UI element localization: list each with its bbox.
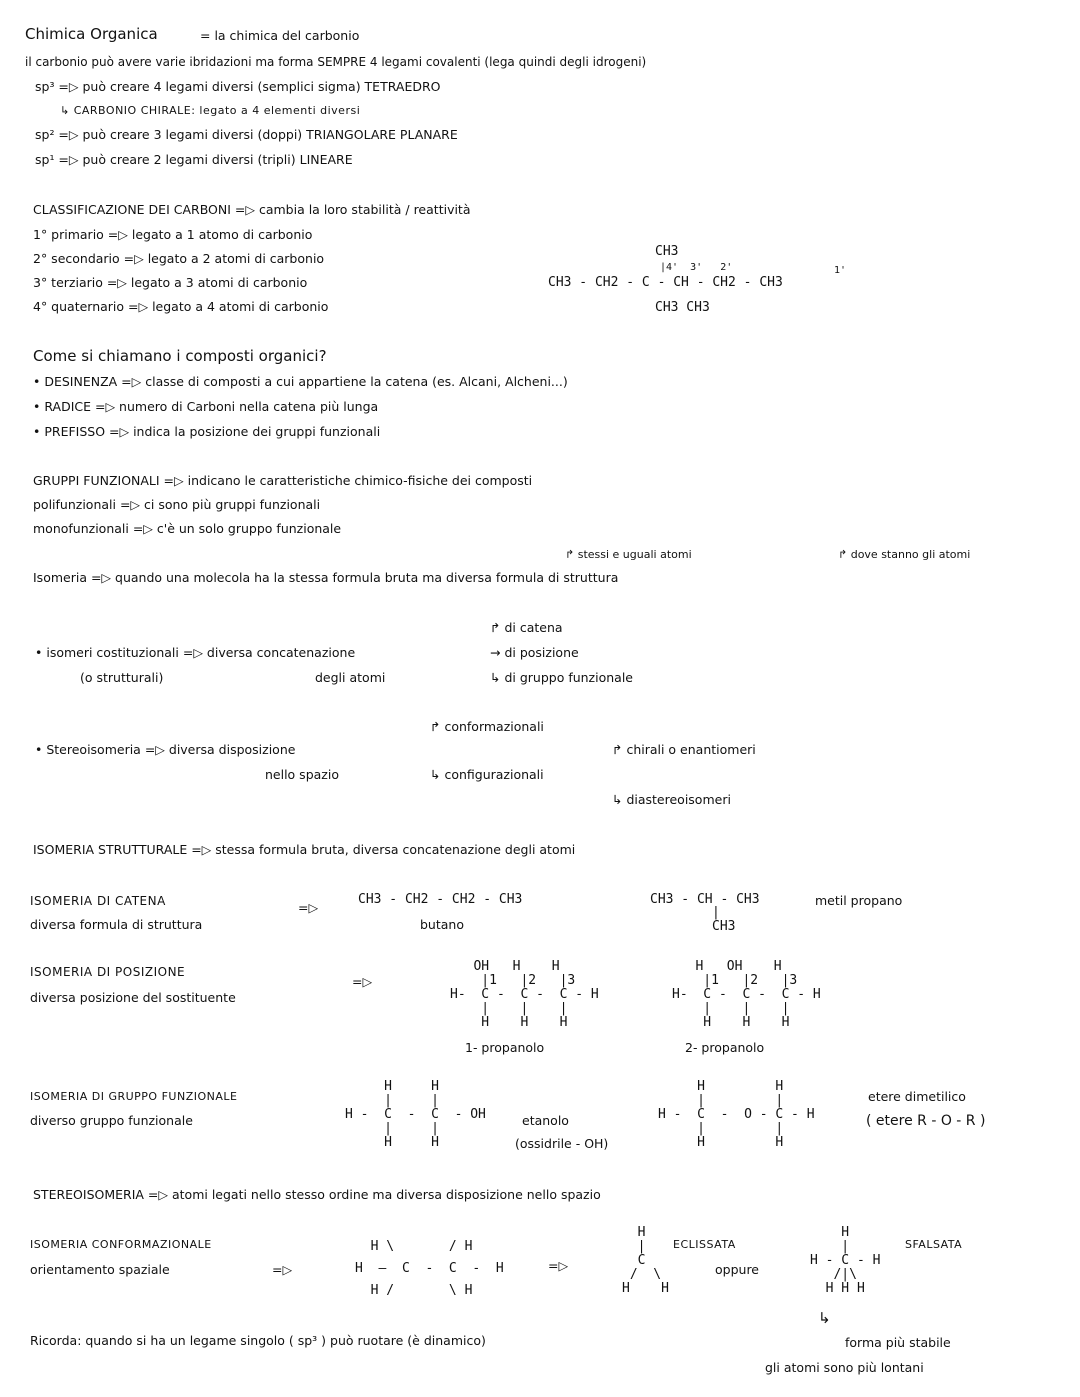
- arrow: =▷: [298, 900, 319, 915]
- ethane-structure: H \ / H H — C - C - H H / \ H: [355, 1239, 504, 1298]
- naming-item: • DESINENZA =▷ classe di composti a cui appartiene la catena (es. Alcani, Alcheni...): [33, 374, 568, 389]
- position-isomerism-desc: diversa posizione del sostituente: [30, 990, 236, 1005]
- methylpropane-formula: CH3 - CH - CH3: [650, 892, 760, 907]
- isomeria-definition: Isomeria =▷ quando una molecola ha la stessa formula bruta ma diversa formula di struttura: [33, 570, 619, 585]
- eclipsed-structure: H | C / \ H H: [622, 1225, 669, 1296]
- branch: ↱ chirali o enantiomeri: [612, 742, 756, 757]
- ether-label: etere dimetilico: [868, 1089, 966, 1104]
- arrow: =▷: [548, 1258, 569, 1273]
- isomeria-note: ↱ dove stanno gli atomi: [838, 548, 971, 561]
- molecule-bottom: CH3 CH3: [655, 300, 710, 315]
- arrow: =▷: [272, 1262, 293, 1277]
- naming-item: • PREFISSO =▷ indica la posizione dei gruppi funzionali: [33, 424, 381, 439]
- propanol-2-structure: H OH H |1 |2 |3 H- C - C - C - H | | | H H H: [672, 959, 821, 1030]
- class-item: 4° quaternario =▷ legato a 4 atomi di carbonio: [33, 299, 329, 314]
- chiral-line: ↳ CARBONIO CHIRALE: legato a 4 elementi diversi: [60, 104, 361, 117]
- chain-isomerism-desc: diversa formula di struttura: [30, 917, 203, 932]
- position-isomerism-title: ISOMERIA DI POSIZIONE: [30, 965, 186, 979]
- class-item: 1° primario =▷ legato a 1 atomo di carbonio: [33, 227, 313, 242]
- stereoisomerism-line: • Stereoisomeria =▷ diversa disposizione: [35, 742, 296, 757]
- arrow: =▷: [352, 974, 373, 989]
- atoms-note: degli atomi: [315, 670, 386, 685]
- branch: ↳ diastereoisomeri: [612, 792, 731, 807]
- naming-heading: Come si chiamano i composti organici?: [33, 347, 327, 365]
- ether-structure: H H | | H - C - O - C - H | | H H: [658, 1079, 815, 1150]
- structural-heading: ISOMERIA STRUTTURALE =▷ stessa formula bruta, diversa concatenazione degli atomi: [33, 842, 576, 857]
- chain-isomerism-title: ISOMERIA DI CATENA: [30, 894, 166, 908]
- functional-isomerism-desc: diverso gruppo funzionale: [30, 1113, 193, 1128]
- stereoisomerism-heading: STEREOISOMERIA =▷ atomi legati nello stesso ordine ma diversa disposizione nello spazio: [33, 1187, 601, 1202]
- staggered-structure: H | H - C - H /|\ H H H: [810, 1225, 881, 1296]
- space-note: nello spazio: [265, 767, 339, 782]
- sp-line: sp¹ =▷ può creare 2 legami diversi (tripli) LINEARE: [35, 152, 353, 167]
- page-title: Chimica Organica: [25, 25, 158, 43]
- propanol-1-label: 1- propanolo: [465, 1040, 545, 1055]
- ethanol-structure: H H | | H - C - C - OH | | H H: [345, 1079, 486, 1150]
- staggered-label: SFALSATA: [905, 1238, 963, 1251]
- stable-form-note: forma più stabile: [845, 1335, 951, 1350]
- title-definition: = la chimica del carbonio: [200, 28, 360, 43]
- molecule-top: CH3: [655, 244, 679, 259]
- methylpropane-label: metil propano: [815, 893, 903, 908]
- class-item: 2° secondario =▷ legato a 2 atomi di carbonio: [33, 251, 325, 266]
- eclipsed-label: ECLISSATA: [673, 1238, 736, 1251]
- molecule-end-number: 1': [834, 265, 847, 276]
- constitutional-isomers: • isomeri costituzionali =▷ diversa concatenazione: [35, 645, 356, 660]
- naming-item: • RADICE =▷ numero di Carboni nella catena più lunga: [33, 399, 379, 414]
- molecule-numbers: |4' 3' 2': [660, 262, 733, 273]
- butane-formula: CH3 - CH2 - CH2 - CH3: [358, 892, 523, 907]
- propanol-2-label: 2- propanolo: [685, 1040, 765, 1055]
- distant-atoms-note: gli atomi sono più lontani: [765, 1360, 924, 1375]
- branch: ↱ di catena: [490, 620, 563, 635]
- or-label: oppure: [715, 1262, 759, 1277]
- branch: ↳ di gruppo funzionale: [490, 670, 633, 685]
- molecule-chain: CH3 - CH2 - C - CH - CH2 - CH3: [548, 275, 783, 290]
- conformational-title: ISOMERIA CONFORMAZIONALE: [30, 1238, 212, 1251]
- branch: → di posizione: [490, 645, 579, 660]
- functional-groups-heading: GRUPPI FUNZIONALI =▷ indicano le caratteristiche chimico-fisiche dei composti: [33, 473, 533, 488]
- structural-note: (o strutturali): [80, 670, 164, 685]
- polifunctional-line: polifunzionali =▷ ci sono più gruppi funzionali: [33, 497, 321, 512]
- ether-formula: ( etere R - O - R ): [866, 1113, 986, 1129]
- monofunctional-line: monofunzionali =▷ c'è un solo gruppo funzionale: [33, 521, 342, 536]
- isomeria-note: ↱ stessi e uguali atomi: [565, 548, 692, 561]
- butane-label: butano: [420, 917, 464, 932]
- classification-heading: CLASSIFICAZIONE DEI CARBONI =▷ cambia la loro stabilità / reattività: [33, 202, 471, 217]
- reminder-note: Ricorda: quando si ha un legame singolo ( sp³ ) può ruotare (è dinamico): [30, 1333, 486, 1348]
- class-item: 3° terziario =▷ legato a 3 atomi di carbonio: [33, 275, 308, 290]
- hook-arrow: ↳: [818, 1309, 831, 1327]
- conformational-desc: orientamento spaziale: [30, 1262, 170, 1277]
- branch: ↳ configurazionali: [430, 767, 544, 782]
- sp2-line: sp² =▷ può creare 3 legami diversi (doppi) TRIANGOLARE PLANARE: [35, 127, 458, 142]
- sp3-line: sp³ =▷ può creare 4 legami diversi (semplici sigma) TETRAEDRO: [35, 79, 441, 94]
- methylpropane-branch: | CH3: [712, 905, 736, 934]
- functional-isomerism-title: ISOMERIA DI GRUPPO FUNZIONALE: [30, 1090, 238, 1103]
- ethanol-label: etanolo: [522, 1113, 569, 1128]
- carbon-line: il carbonio può avere varie ibridazioni ma forma SEMPRE 4 legami covalenti (lega quindi degli idrogeni): [25, 55, 647, 69]
- propanol-1-structure: OH H H |1 |2 |3 H- C - C - C - H | | | H H H: [450, 959, 599, 1030]
- hydroxyl-note: (ossidrile - OH): [515, 1136, 609, 1151]
- branch: ↱ conformazionali: [430, 719, 544, 734]
